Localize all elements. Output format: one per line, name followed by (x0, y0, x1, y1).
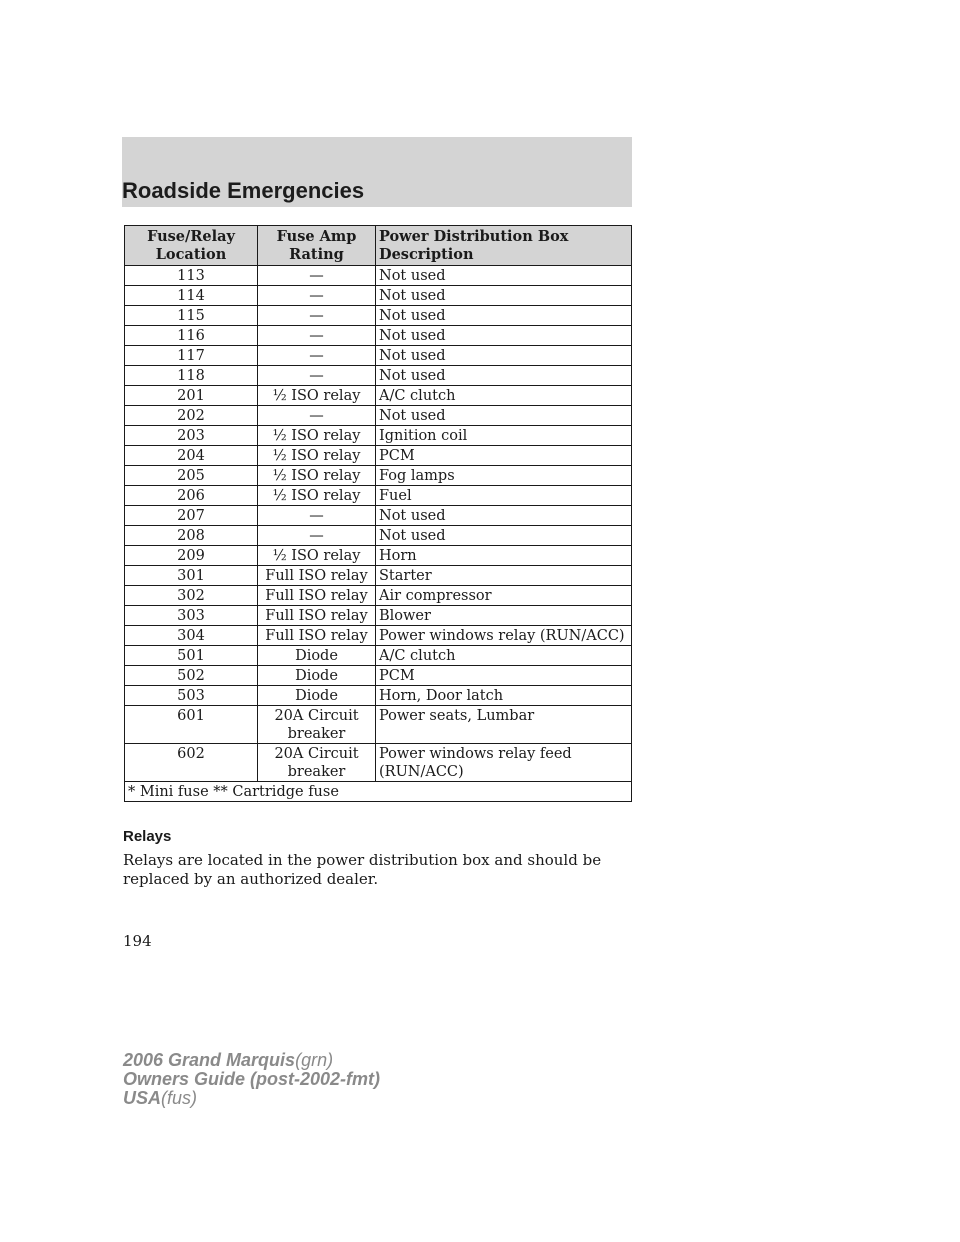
cell-description: Horn, Door latch (376, 686, 632, 706)
cell-location: 205 (125, 466, 258, 486)
table-row (125, 286, 632, 306)
footer-model: 2006 Grand Marquis (123, 1050, 296, 1070)
cell-description: PCM (376, 666, 632, 686)
table-row (125, 406, 632, 426)
footer-line-2 (123, 1070, 380, 1089)
footer-line-1 (123, 1051, 380, 1070)
cell-description: Fog lamps (376, 466, 632, 486)
cell-location: 602 (125, 744, 258, 782)
cell-amp-rating: — (258, 526, 376, 546)
cell-description: Air compressor (376, 586, 632, 606)
table-row (125, 666, 632, 686)
table-row (125, 306, 632, 326)
cell-location: 204 (125, 446, 258, 466)
cell-description: Fuel (376, 486, 632, 506)
table-body (125, 266, 632, 782)
cell-amp-rating: — (258, 346, 376, 366)
cell-amp-rating: — (258, 266, 376, 286)
cell-amp-rating: Diode (258, 686, 376, 706)
cell-description: Not used (376, 266, 632, 286)
cell-location: 116 (125, 326, 258, 346)
table-row (125, 266, 632, 286)
cell-location: 209 (125, 546, 258, 566)
cell-amp-rating: Full ISO relay (258, 566, 376, 586)
cell-location: 117 (125, 346, 258, 366)
table-row (125, 646, 632, 666)
cell-description: Horn (376, 546, 632, 566)
table-row (125, 346, 632, 366)
cell-description: Blower (376, 606, 632, 626)
cell-amp-rating: 20A Circuit breaker (258, 706, 376, 744)
cell-location: 207 (125, 506, 258, 526)
table-footnote-row (125, 782, 632, 802)
table-row (125, 326, 632, 346)
cell-location: 114 (125, 286, 258, 306)
footer-market: USA (123, 1088, 162, 1108)
cell-location: 202 (125, 406, 258, 426)
table-row (125, 686, 632, 706)
header-location: Fuse/Relay Location (125, 226, 258, 266)
cell-location: 502 (125, 666, 258, 686)
table-row (125, 366, 632, 386)
cell-description: Not used (376, 506, 632, 526)
header-amp-rating: Fuse Amp Rating (258, 226, 376, 266)
section-title: Roadside Emergencies (122, 178, 365, 203)
cell-amp-rating: — (258, 506, 376, 526)
cell-location: 206 (125, 486, 258, 506)
cell-amp-rating: — (258, 286, 376, 306)
cell-amp-rating: — (258, 306, 376, 326)
cell-amp-rating: Full ISO relay (258, 586, 376, 606)
cell-description: Not used (376, 366, 632, 386)
cell-description: Power windows relay (RUN/ACC) (376, 626, 632, 646)
cell-amp-rating: Full ISO relay (258, 606, 376, 626)
cell-location: 118 (125, 366, 258, 386)
cell-description: Not used (376, 346, 632, 366)
cell-description: Power seats, Lumbar (376, 706, 632, 744)
cell-amp-rating: — (258, 366, 376, 386)
cell-description: Not used (376, 406, 632, 426)
table-row (125, 566, 632, 586)
cell-amp-rating: ½ ISO relay (258, 426, 376, 446)
cell-amp-rating: ½ ISO relay (258, 466, 376, 486)
cell-description: Power windows relay feed (RUN/ACC) (376, 744, 632, 782)
cell-description: Not used (376, 286, 632, 306)
table-row (125, 486, 632, 506)
cell-amp-rating: ½ ISO relay (258, 446, 376, 466)
table-header-row (125, 226, 632, 266)
cell-location: 302 (125, 586, 258, 606)
cell-amp-rating: Diode (258, 646, 376, 666)
header-description: Power Distribution Box Description (376, 226, 632, 266)
cell-amp-rating: 20A Circuit breaker (258, 744, 376, 782)
cell-description: Not used (376, 306, 632, 326)
cell-location: 301 (125, 566, 258, 586)
cell-description: Ignition coil (376, 426, 632, 446)
relays-paragraph: Relays are located in the power distribution box and should be replaced by an authorized dealer. (123, 851, 602, 888)
table-row (125, 446, 632, 466)
cell-location: 304 (125, 626, 258, 646)
cell-amp-rating: ½ ISO relay (258, 486, 376, 506)
cell-location: 113 (125, 266, 258, 286)
page-number: 194 (123, 932, 152, 950)
cell-amp-rating: Diode (258, 666, 376, 686)
table-row (125, 386, 632, 406)
cell-description: Starter (376, 566, 632, 586)
cell-location: 115 (125, 306, 258, 326)
footer-model-code: (grn) (295, 1050, 334, 1070)
table-row (125, 626, 632, 646)
table-row (125, 466, 632, 486)
cell-amp-rating: Full ISO relay (258, 626, 376, 646)
footer-market-code: (fus) (161, 1088, 198, 1108)
table-row (125, 426, 632, 446)
table-row (125, 506, 632, 526)
cell-description: A/C clutch (376, 386, 632, 406)
cell-location: 501 (125, 646, 258, 666)
document-footer (123, 1051, 380, 1108)
cell-amp-rating: — (258, 406, 376, 426)
table-row (125, 526, 632, 546)
table-row (125, 706, 632, 744)
cell-location: 201 (125, 386, 258, 406)
cell-amp-rating: ½ ISO relay (258, 546, 376, 566)
cell-description: Not used (376, 326, 632, 346)
table-footnote: * Mini fuse ** Cartridge fuse (125, 782, 632, 802)
cell-description: A/C clutch (376, 646, 632, 666)
footer-line-3 (123, 1089, 380, 1108)
cell-description: PCM (376, 446, 632, 466)
fuse-relay-table (124, 225, 632, 802)
cell-location: 303 (125, 606, 258, 626)
cell-amp-rating: ½ ISO relay (258, 386, 376, 406)
footer-guide: Owners Guide (post-2002-fmt) (123, 1069, 381, 1089)
table-row (125, 546, 632, 566)
cell-location: 208 (125, 526, 258, 546)
table-row (125, 606, 632, 626)
table-row (125, 586, 632, 606)
cell-description: Not used (376, 526, 632, 546)
cell-location: 203 (125, 426, 258, 446)
table-row (125, 744, 632, 782)
cell-location: 503 (125, 686, 258, 706)
cell-amp-rating: — (258, 326, 376, 346)
cell-location: 601 (125, 706, 258, 744)
relays-heading: Relays (123, 828, 172, 845)
